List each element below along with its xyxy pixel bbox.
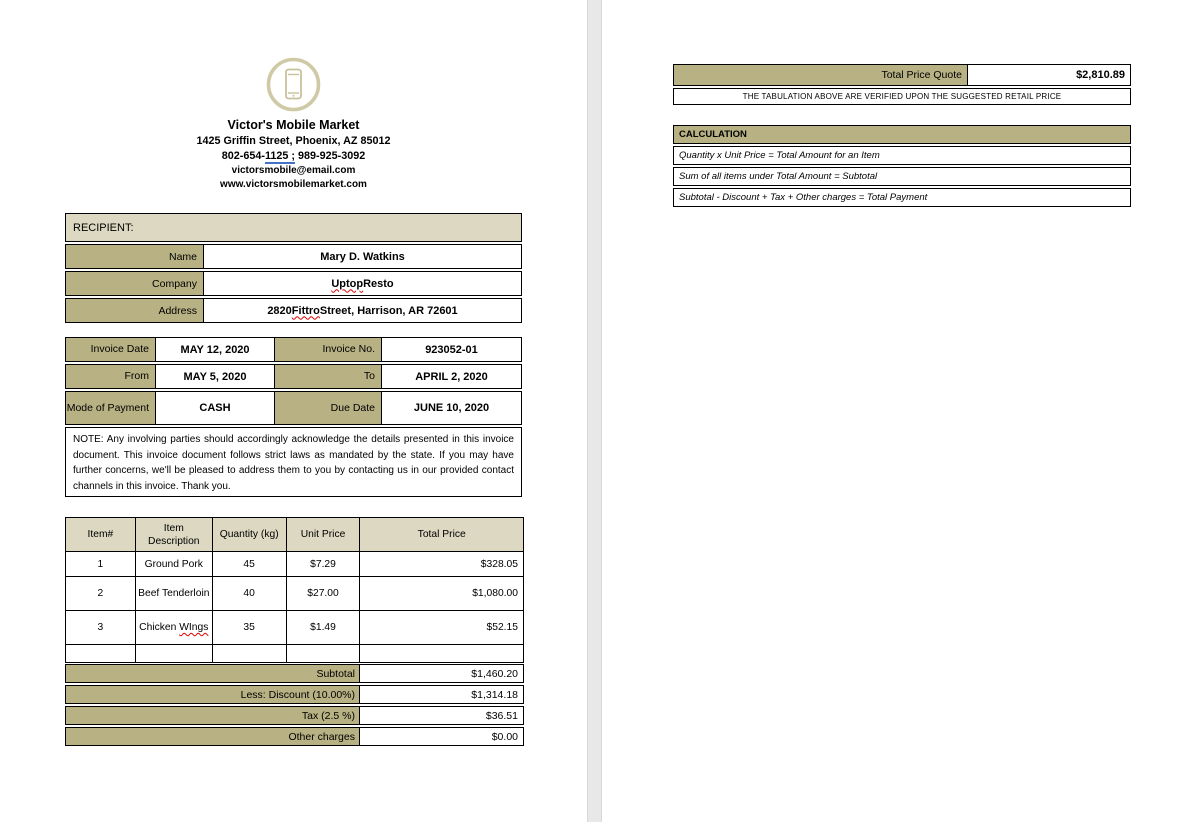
total-price-quote-table [673,64,1131,107]
recipient-name-row [65,244,522,269]
company-email: victorsmobile@email.com [231,165,356,176]
empty-cell [66,645,136,663]
recipient-address-row [65,298,522,323]
invoice-page-1 [0,0,587,822]
other-charges-label: Other charges [66,728,360,745]
recipient-address-label: Address [66,299,204,322]
header-unit-price: Unit Price [286,518,360,552]
header-item-num: Item# [66,518,136,552]
page-separator [587,0,602,822]
empty-cell [360,645,524,663]
item-total-price: $1,080.00 [360,577,524,611]
recipient-company-value [204,272,521,295]
company-phone [65,150,522,162]
item-quantity: 35 [212,611,286,645]
tax-value: $36.51 [485,709,518,722]
calculation-title-row [673,125,1131,144]
item-unit-price: $1.49 [286,611,360,645]
subtotal-row [65,664,524,683]
header-quantity: Quantity (kg) [212,518,286,552]
discount-value: $1,314.18 [471,688,518,701]
item-description: Beef Tenderloin [135,577,212,611]
item-quantity: 45 [212,552,286,577]
address-part1: 2820 [267,304,292,317]
desc-part1: Chicken [139,622,180,633]
calculation-rule-row [673,167,1131,186]
payment-row [65,391,522,425]
company-name: Victor's Mobile Market [227,118,360,132]
to-label: To [275,365,382,388]
to-value: APRIL 2, 2020 [415,370,488,383]
header-item-description: Item Description [135,518,212,552]
recipient-company-row [65,271,522,296]
invoice-page-2 [602,0,1186,822]
invoice-date-label: Invoice Date [66,338,156,361]
empty-table-row [66,645,524,663]
tax-label: Tax (2.5 %) [66,707,360,724]
item-description: Ground Pork [135,552,212,577]
total-price-quote-row [673,64,1131,86]
item-total-price: $328.05 [360,552,524,577]
calculation-table [673,125,1131,209]
discount-label: Less: Discount (10.00%) [66,686,360,703]
phone-linked-segment: 1125 ; [264,150,295,162]
from-value: MAY 5, 2020 [156,365,275,388]
misspelled-word: WIngs [179,622,209,633]
tabulation-note: THE TABULATION ABOVE ARE VERIFIED UPON THE SUGGESTED RETAIL PRICE [742,92,1062,101]
company-logo [65,56,522,113]
item-num: 1 [66,552,136,577]
company-header [65,56,522,193]
due-date-label: Due Date [275,392,382,424]
item-unit-price: $7.29 [286,552,360,577]
due-date-value: JUNE 10, 2020 [413,402,490,414]
misspelled-word: Fittro [291,304,320,317]
items-table [65,517,524,663]
tabulation-note-row [673,88,1131,105]
recipient-name-value: Mary D. Watkins [320,250,405,263]
tax-row [65,706,524,725]
phone-part2: 989-925-3092 [295,150,366,162]
recipient-company-label: Company [66,272,204,295]
calculation-title: CALCULATION [679,129,747,140]
recipient-table [65,213,522,325]
period-row [65,364,522,389]
company-website: www.victorsmobilemarket.com [220,179,367,190]
recipient-title-row [65,213,522,242]
item-num: 3 [66,611,136,645]
subtotal-value: $1,460.20 [471,667,518,680]
item-unit-price: $27.00 [286,577,360,611]
table-row [66,552,524,577]
other-charges-row [65,727,524,746]
invoice-date-value: MAY 12, 2020 [156,338,275,361]
company-address: 1425 Griffin Street, Phoenix, AZ 85012 [196,135,391,147]
discount-row [65,685,524,704]
other-charges-value: $0.00 [491,730,518,743]
items-header-row [66,518,524,552]
recipient-name-label: Name [66,245,204,268]
mode-of-payment-label: Mode of Payment [66,392,156,424]
mode-of-payment-value: CASH [156,392,275,424]
item-quantity: 40 [212,577,286,611]
item-description [135,611,212,645]
total-price-quote-value: $2,810.89 [1076,69,1125,81]
from-label: From [66,365,156,388]
totals-summary [65,664,524,748]
empty-cell [135,645,212,663]
calculation-rule-row [673,146,1131,165]
subtotal-label: Subtotal [66,665,360,682]
calculation-rule: Subtotal - Discount + Tax + Other charges = Total Payment [679,192,928,203]
item-num: 2 [66,577,136,611]
item-total-price: $52.15 [360,611,524,645]
misspelled-word: Uptop [331,277,364,290]
total-price-quote-label: Total Price Quote [674,65,968,85]
company-value-rest: Resto [363,277,394,290]
calculation-rule-row [673,188,1131,207]
header-total-price: Total Price [360,518,524,552]
invoice-date-row [65,337,522,362]
empty-cell [286,645,360,663]
phone-part1: 802-654- [221,150,265,162]
address-rest: Street, Harrison, AR 72601 [319,304,458,317]
recipient-title: RECIPIENT: [73,221,134,234]
invoice-details-table [65,337,522,427]
smartphone-icon [265,56,322,113]
recipient-address-value [204,299,521,322]
calculation-rule: Quantity x Unit Price = Total Amount for an Item [679,150,880,161]
table-row [66,611,524,645]
invoice-no-label: Invoice No. [275,338,382,361]
table-row [66,577,524,611]
empty-cell [212,645,286,663]
calculation-rule: Sum of all items under Total Amount = Subtotal [679,171,878,182]
invoice-no-value: 923052-01 [425,343,478,356]
invoice-note: NOTE: Any involving parties should accordingly acknowledge the details presented in this invoice document. This invoice document follows strict laws as mandated by the state. If you may have further concerns, we'll be pleased to address them to you by contacting us in our provided contact channels in this invoice. Thank you. [65,427,522,497]
